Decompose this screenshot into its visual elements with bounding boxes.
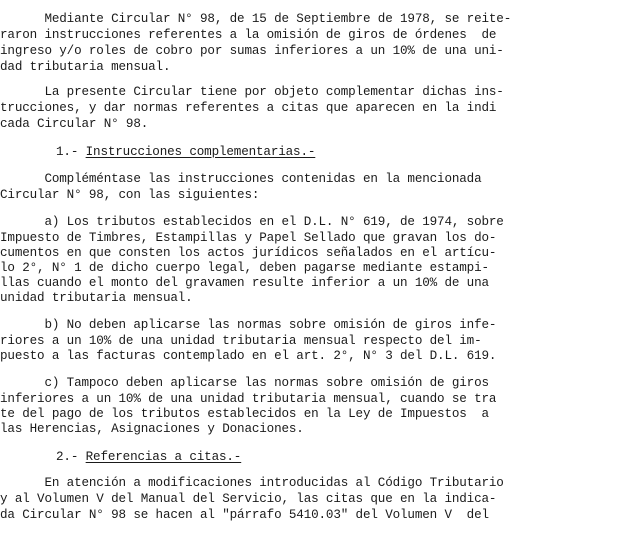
item-c-line-2: inferiores a un 10% de una unidad tributaria mensual, cuando se tra	[0, 392, 497, 406]
item-a-line-6: unidad tributaria mensual.	[0, 291, 193, 305]
item-a-line-5: llas cuando el monto del gravamen resulte inferior a un 10% de una	[0, 276, 489, 290]
section-1-number: 1.-	[56, 145, 86, 159]
section-2-heading	[56, 450, 241, 466]
purpose-line-2: trucciones, y dar normas referentes a citas que aparecen en la indi	[0, 101, 497, 115]
section-2-title: Referencias a citas.-	[85, 450, 242, 464]
item-b-line-2: riores a un 10% de una unidad tributaria mensual respecto del im-	[0, 334, 482, 348]
item-c-line-1: c) Tampoco deben aplicarse las normas sobre omisión de giros	[0, 376, 489, 390]
section-2-line-1: En atención a modificaciones introducidas al Código Tributario	[0, 476, 504, 490]
intro-line-4: dad tributaria mensual.	[0, 60, 171, 74]
section-2-number: 2.-	[56, 450, 86, 464]
item-a-line-1: a) Los tributos establecidos en el D.L. N° 619, de 1974, sobre	[0, 215, 504, 229]
item-c-line-3: te del pago de los tributos establecidos en la Ley de Impuestos a	[0, 407, 489, 421]
section-1-intro-line-1: Compléméntase las instrucciones contenidas en la mencionada	[0, 172, 482, 186]
item-a-line-3: cumentos en que consten los actos jurídicos señalados en el artícu-	[0, 246, 497, 260]
purpose-line-3: cada Circular N° 98.	[0, 117, 149, 131]
intro-line-3: ingreso y/o roles de cobro por sumas inferiores a un 10% de una uni-	[0, 44, 504, 58]
item-c-line-4: las Herencias, Asignaciones y Donaciones.	[0, 422, 304, 436]
intro-line-1: Mediante Circular N° 98, de 15 de Septiembre de 1978, se reite-	[0, 12, 512, 26]
section-1-heading	[56, 145, 315, 161]
item-a-line-2: Impuesto de Timbres, Estampillas y Papel Sellado que gravan los do-	[0, 231, 497, 245]
intro-line-2: raron instrucciones referentes a la omisión de giros de órdenes de	[0, 28, 497, 42]
section-2-line-2: y al Volumen V del Manual del Servicio, las citas que en la indica-	[0, 492, 497, 506]
item-b-line-1: b) No deben aplicarse las normas sobre omisión de giros infe-	[0, 318, 497, 332]
section-1-title: Instrucciones complementarias.-	[85, 145, 316, 159]
item-b-line-3: puesto a las facturas contemplado en el art. 2°, N° 3 del D.L. 619.	[0, 349, 497, 363]
section-1-intro-line-2: Circular N° 98, con las siguientes:	[0, 188, 260, 202]
purpose-line-1: La presente Circular tiene por objeto complementar dichas ins-	[0, 85, 504, 99]
item-a-line-4: lo 2°, N° 1 de dicho cuerpo legal, deben pagarse mediante estampi-	[0, 261, 489, 275]
section-2-line-3: da Circular N° 98 se hacen al "párrafo 5410.03" del Volumen V del	[0, 508, 489, 522]
